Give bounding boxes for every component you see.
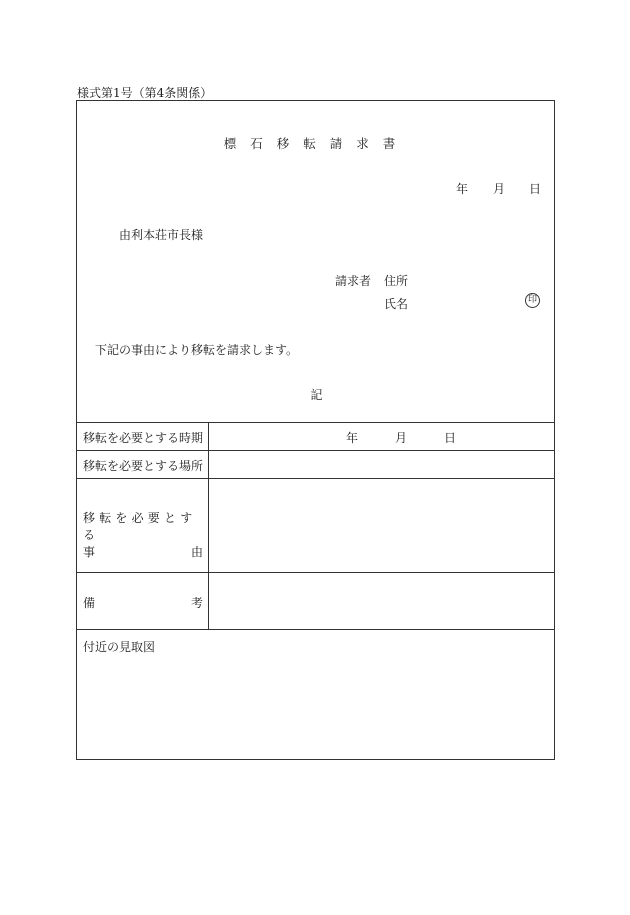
vicinity-map-area[interactable] xyxy=(78,656,553,756)
day-unit: 日 xyxy=(529,182,542,196)
timing-year[interactable]: 年 xyxy=(346,431,359,445)
requester-label: 請求者 xyxy=(335,274,372,288)
timing-month[interactable]: 月 xyxy=(395,431,408,445)
reason-label-line1: 移転を必要とする xyxy=(83,511,197,542)
reason-label-line2 xyxy=(83,544,203,561)
addressee: 由利本荘市長様 xyxy=(119,228,204,242)
reason-label xyxy=(83,510,203,561)
place-label: 移転を必要とする場所 xyxy=(83,459,204,473)
form-number: 様式第1号（第4条関係） xyxy=(77,86,213,100)
place-field[interactable] xyxy=(209,451,554,478)
remarks-label-right: 考 xyxy=(190,596,203,610)
seal-mark: 印 xyxy=(525,293,540,308)
reason-label-right: 由 xyxy=(190,545,203,559)
name-label: 氏名 xyxy=(384,297,409,311)
timing-label: 移転を必要とする時期 xyxy=(83,431,204,445)
request-form xyxy=(76,100,555,760)
month-unit: 月 xyxy=(493,182,506,196)
row-divider xyxy=(77,629,554,630)
remarks-label-left: 備 xyxy=(83,596,96,610)
address-label: 住所 xyxy=(384,274,409,288)
remarks-label xyxy=(83,594,203,611)
ki-label: 記 xyxy=(310,388,323,402)
timing-day[interactable]: 日 xyxy=(444,431,457,445)
body-text: 下記の事由により移転を請求します。 xyxy=(95,343,299,357)
form-title: 標石移転請求書 xyxy=(223,136,410,151)
remarks-field[interactable] xyxy=(209,573,554,629)
year-unit: 年 xyxy=(456,182,469,196)
table-top-border xyxy=(77,422,554,423)
reason-label-left: 事 xyxy=(83,545,96,559)
vicinity-map-label: 付近の見取図 xyxy=(83,640,156,654)
reason-field[interactable] xyxy=(209,479,554,572)
